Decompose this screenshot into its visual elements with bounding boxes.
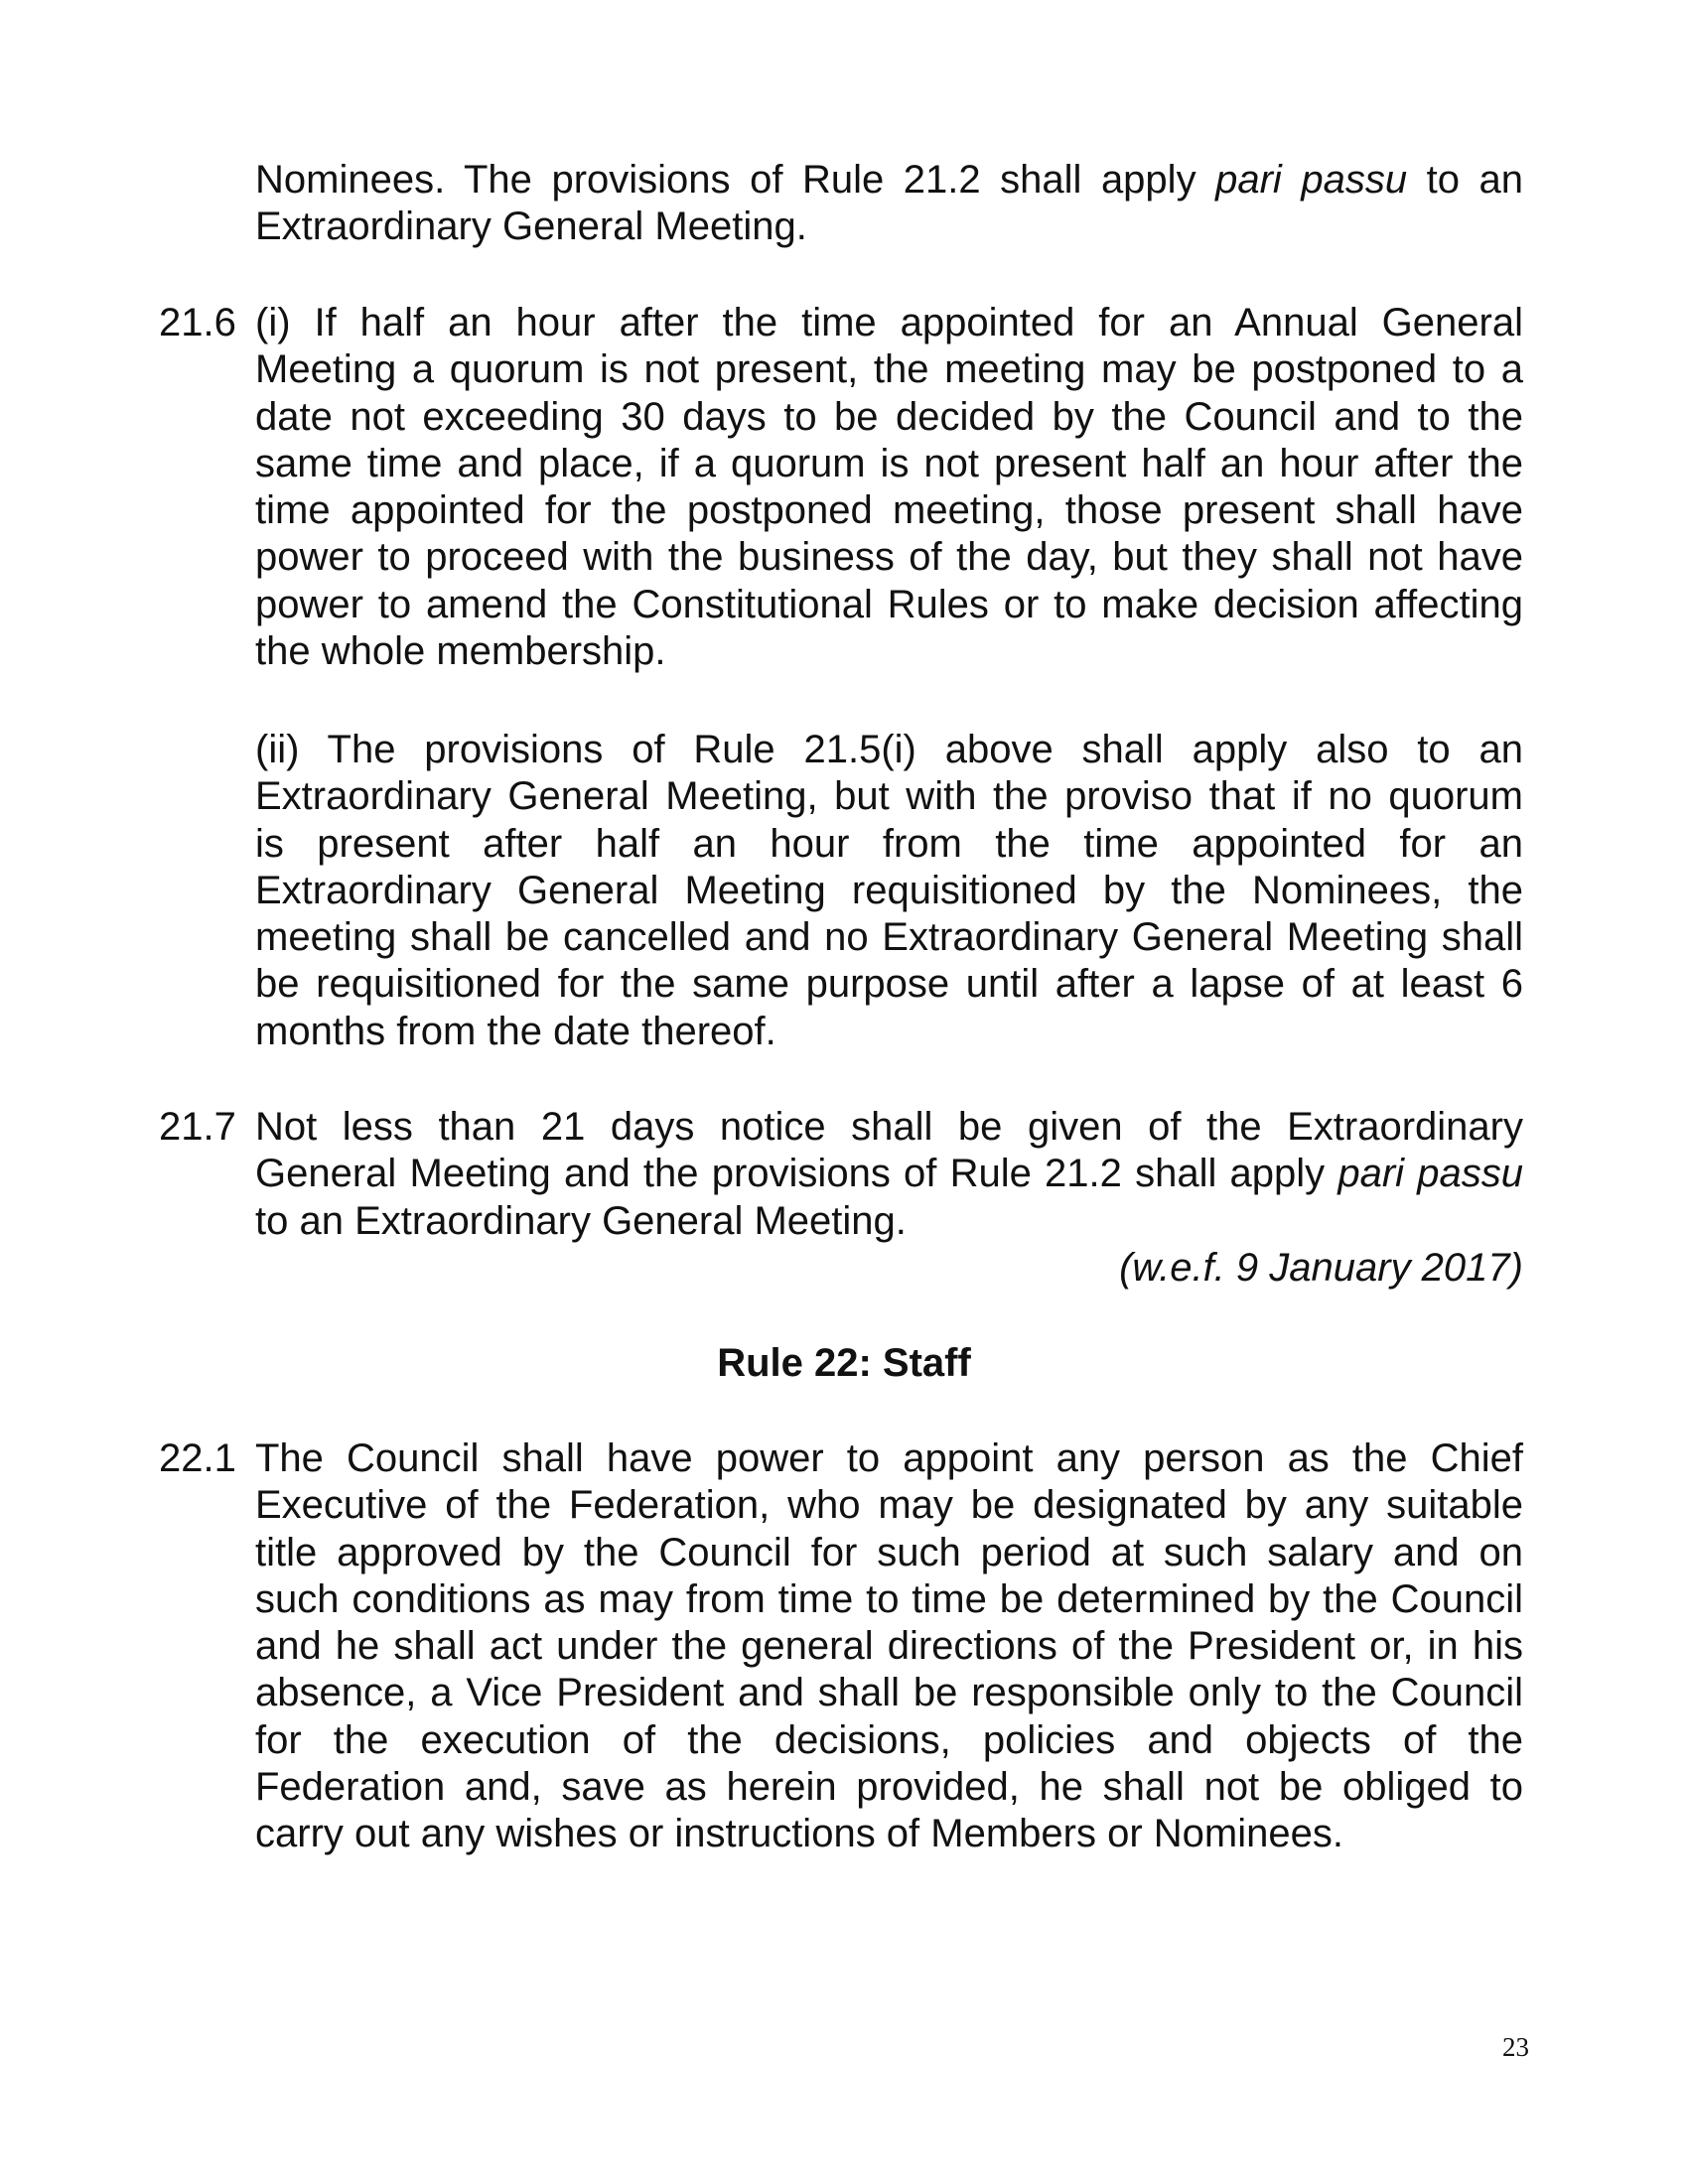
section-heading: Rule 22: Staff [717,1341,971,1385]
latin-term: pari passu [1337,1152,1523,1196]
text-line: to an Extraordinary General Meeting. [255,1198,907,1243]
text-line: and he shall act under the general directions of the President or, in his [255,1624,1523,1669]
text-line: Meeting a quorum is not present, the meeting may be postponed to a [255,347,1523,392]
text-line: Federation and, save as herein provided, he shall not be obliged to [255,1765,1523,1810]
rule-number-21-6: 21.6 [159,301,236,344]
rule-21-6-para-i [255,300,1523,675]
text-line: The Council shall have power to appoint any person as the Chief [255,1436,1523,1480]
text-line: such conditions as may from time to time be determined by the Council [255,1576,1523,1621]
text-line: (ii) The provisions of Rule 21.5(i) above shall apply also to an [255,728,1523,771]
text-line: date not exceeding 30 days to be decided by the Council and to the [255,394,1523,439]
text-line: absence, a Vice President and shall be responsible only to the Council [255,1671,1523,1715]
continuation-line-1: Nominees. The provisions of Rule 21.2 shall apply pari passu to an [255,158,1524,202]
text-line: be requisitioned for the same purpose until after a lapse of at least 6 [255,962,1523,1007]
text-line: for the execution of the decisions, policies and objects of the [255,1717,1523,1762]
text-line: Not less than 21 days notice shall be given of the Extraordinary [255,1105,1523,1149]
rule-number-21-7: 21.7 [159,1105,236,1149]
continuation-line-2: Extraordinary General Meeting. [255,205,807,249]
text-line: (i) If half an hour after the time appointed for an Annual General [255,301,1523,344]
text-line: power to proceed with the business of the day, but they shall not have [255,535,1523,580]
latin-term: pari passu [1215,158,1408,202]
text-line: same time and place, if a quorum is not present half an hour after the [255,441,1523,485]
text-line: Executive of the Federation, who may be designated by any suitable [255,1483,1523,1528]
text-line: is present after half an hour from the time appointed for an [255,821,1523,866]
text-line: carry out any wishes or instructions of Members or Nominees. [255,1812,1343,1856]
text-line: meeting shall be cancelled and no Extraordinary General Meeting shall [255,915,1523,960]
text-line: Extraordinary General Meeting, but with the proviso that if no quorum [255,774,1523,819]
rule-21-7-paragraph [255,1104,1523,1292]
rule-21-6-para-ii [255,727,1523,1055]
continuation-paragraph [255,157,1523,251]
text-line: months from the date thereof. [255,1009,776,1053]
page-number: 23 [1502,2032,1529,2062]
text-line: Extraordinary General Meeting requisitioned by the Nominees, the [255,868,1523,912]
text-line: time appointed for the postponed meeting, those present shall have [255,488,1523,533]
text-line: the whole membership. [255,629,666,674]
text-line: power to amend the Constitutional Rules or to make decision affecting [255,582,1523,626]
effective-date-note: (w.e.f. 9 January 2017) [1119,1245,1523,1290]
rule-number-22-1: 22.1 [159,1436,236,1480]
text-line: title approved by the Council for such period at such salary and on [255,1530,1523,1574]
text-line: General Meeting and the provisions of Rule 21.2 shall apply pari passu [255,1152,1523,1196]
rule-22-1-paragraph [255,1435,1523,1858]
